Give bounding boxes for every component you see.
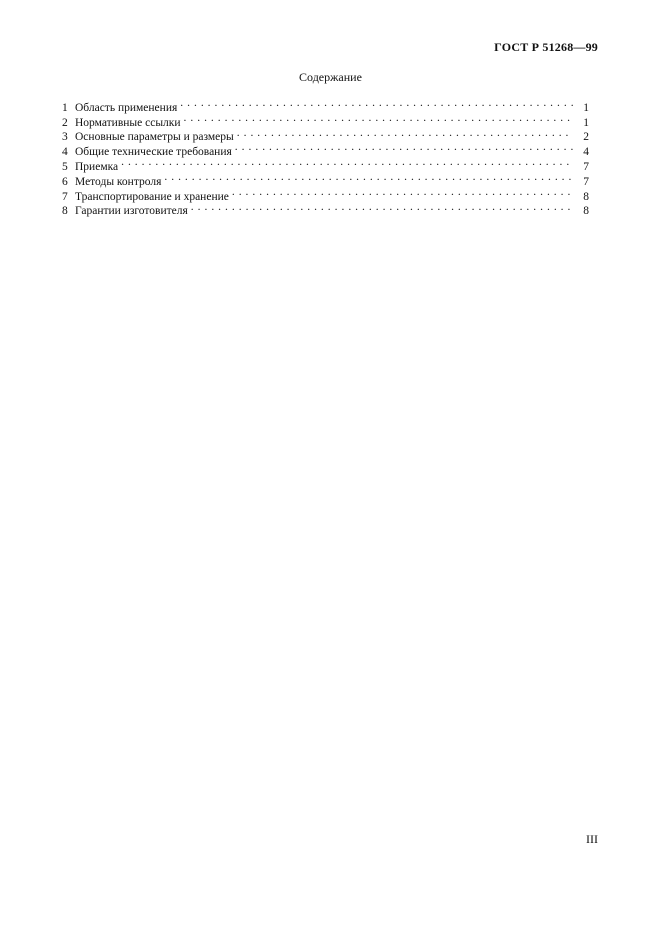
toc-entry-1[interactable] xyxy=(62,96,589,114)
toc-entry-title: Основные параметры и размеры xyxy=(75,131,234,144)
toc-dot-leader xyxy=(180,96,573,111)
toc-entry-number: 7 xyxy=(62,190,68,203)
toc-entry-number: 6 xyxy=(62,175,68,188)
toc-dot-leader xyxy=(184,111,573,126)
table-of-contents xyxy=(62,96,589,218)
toc-entry-number: 2 xyxy=(62,116,68,129)
toc-entry-number: 5 xyxy=(62,160,68,173)
toc-entry-title: Нормативные ссылки xyxy=(75,116,181,129)
toc-entry-title: Общие технические требования xyxy=(75,146,232,159)
toc-dot-leader xyxy=(235,140,573,155)
toc-entry-page: 1 xyxy=(583,101,589,114)
page-number: III xyxy=(586,832,598,846)
toc-entry-title: Методы контроля xyxy=(75,175,162,188)
toc-entry-5[interactable] xyxy=(62,155,589,173)
toc-dot-leader xyxy=(232,185,573,200)
toc-entry-title: Транспортирование и хранение xyxy=(75,190,229,203)
standard-code-header: ГОСТ Р 51268—99 xyxy=(494,40,598,54)
toc-entry-title: Область применения xyxy=(75,101,178,114)
toc-entry-page: 2 xyxy=(583,131,589,144)
toc-entry-page: 8 xyxy=(583,205,589,218)
toc-dot-leader xyxy=(237,126,573,141)
toc-entry-page: 4 xyxy=(583,146,589,159)
toc-entry-6[interactable] xyxy=(62,170,589,188)
toc-title: Содержание xyxy=(299,70,362,84)
toc-dot-leader xyxy=(191,200,573,215)
toc-entry-number: 1 xyxy=(62,101,68,114)
toc-entry-page: 8 xyxy=(583,190,589,203)
toc-entry-page: 1 xyxy=(583,116,589,129)
toc-entry-page: 7 xyxy=(583,175,589,188)
toc-entry-page: 7 xyxy=(583,160,589,173)
toc-entry-number: 4 xyxy=(62,146,68,159)
toc-entry-number: 3 xyxy=(62,131,68,144)
toc-entry-title: Приемка xyxy=(75,160,119,173)
toc-dot-leader xyxy=(164,170,573,185)
toc-entry-title: Гарантии изготовителя xyxy=(75,205,188,218)
toc-dot-leader xyxy=(121,155,573,170)
toc-entry-number: 8 xyxy=(62,205,68,218)
